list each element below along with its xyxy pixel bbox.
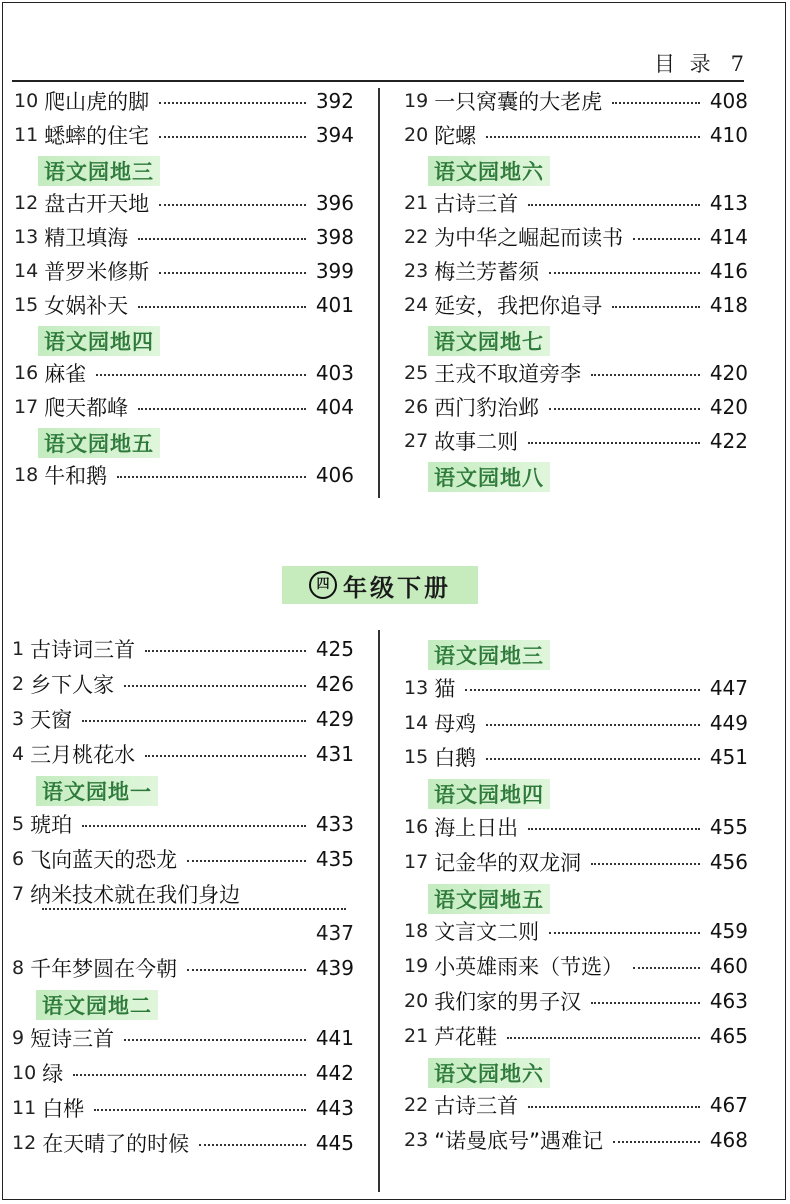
entry-page-number: 451: [709, 745, 748, 770]
toc-entry: [12, 1023, 354, 1053]
entry-number: 15: [404, 746, 429, 769]
toc-entry: [404, 708, 748, 738]
entry-leader-dots: [159, 102, 306, 104]
toc-entry: [14, 222, 354, 252]
grade-banner-text: 年级下册: [343, 573, 451, 602]
toc-entry: [12, 1128, 354, 1158]
entry-number: 16: [404, 816, 429, 838]
entry-number: 20: [404, 990, 429, 1012]
entry-number: 14: [404, 711, 429, 734]
entry-leader-dots: [145, 755, 306, 757]
entry-leader-dots: [96, 374, 306, 376]
toc-entry: [404, 120, 748, 150]
toc-entry: [404, 1021, 748, 1051]
toc-entry: [12, 879, 354, 909]
entry-number: 24: [404, 294, 429, 316]
entry-number: 20: [404, 124, 429, 146]
entry-title: 普罗米修斯: [44, 260, 150, 284]
entry-leader-dots: [486, 724, 700, 726]
header-page-number: 7: [730, 52, 744, 76]
entry-page-number: 465: [709, 1023, 748, 1048]
entry-page-number: 392: [315, 89, 354, 113]
entry-title: 古诗词三首: [30, 638, 136, 662]
entry-page-number: 431: [315, 742, 354, 766]
entry-page-number: 468: [709, 1128, 748, 1153]
entry-number: 2: [12, 673, 25, 695]
section-heading: 语文园地四: [428, 779, 550, 809]
entry-leader-dots: [591, 374, 700, 376]
toc-entry: [14, 358, 354, 388]
toc-entry: [12, 844, 354, 874]
entry-number: 23: [404, 1129, 429, 1152]
entry-title: 三月桃花水: [30, 743, 136, 767]
entry-number: 13: [404, 676, 429, 699]
entry-number: 18: [404, 920, 429, 943]
entry-number: 21: [404, 1024, 429, 1047]
entry-page-number: 455: [709, 815, 748, 839]
entry-title: 牛和鹅: [44, 464, 108, 488]
toc-entry: [14, 256, 354, 286]
toc-entry: [14, 392, 354, 422]
entry-title: 记金华的双龙洞: [434, 850, 582, 875]
entry-leader-dots: [117, 476, 306, 478]
entry-title: 海上日出: [434, 816, 519, 840]
entry-page-number: 394: [315, 123, 354, 147]
section-heading: 语文园地三: [38, 156, 160, 186]
entry-leader-dots: [187, 969, 306, 971]
toc-entry: [404, 812, 748, 842]
entry-page-number: 467: [709, 1093, 748, 1118]
entry-title: 故事二则: [434, 430, 519, 454]
entry-title: 短诗三首: [30, 1027, 115, 1051]
toc-entry: [14, 86, 354, 116]
entry-title: 麻雀: [44, 362, 87, 386]
entry-title: “诺曼底号”遇难记: [434, 1129, 603, 1154]
entry-title: 在天晴了的时候: [42, 1132, 190, 1156]
entry-leader-dots: [138, 238, 306, 240]
entry-number: 3: [12, 708, 25, 730]
entry-number: 15: [14, 294, 39, 316]
entry-page-number: 403: [315, 361, 354, 385]
header-title: 目 录: [653, 52, 715, 76]
entry-title: 王戎不取道旁李: [434, 362, 582, 386]
entry-title: 千年梦圆在今朝: [30, 957, 178, 981]
entry-number: 17: [14, 396, 39, 418]
entry-leader-dots: [528, 828, 700, 830]
entry-page-number: 416: [709, 259, 748, 283]
entry-number: 21: [404, 192, 429, 214]
section-heading: 语文园地五: [38, 428, 160, 458]
toc-entry: [12, 669, 354, 699]
entry-leader-dots: [159, 204, 306, 206]
entry-page-number: 460: [709, 954, 748, 979]
toc-entry: [404, 742, 748, 772]
entry-title: 白鹅: [434, 746, 477, 771]
entry-page-number: 456: [709, 849, 748, 874]
toc-entry: [404, 847, 748, 877]
toc-entry: [12, 704, 354, 734]
entry-title: 白桦: [42, 1097, 85, 1121]
toc-entry: [404, 290, 748, 320]
toc-entry: [404, 222, 748, 252]
entry-leader-dots: [591, 1002, 700, 1004]
section-heading: 语文园地一: [36, 776, 158, 806]
entry-leader-dots: [633, 238, 700, 240]
toc-entry: [404, 916, 748, 946]
entry-page-number: 418: [709, 293, 748, 317]
entry-leader-dots: [124, 685, 306, 687]
section-heading: 语文园地三: [428, 640, 550, 670]
entry-title: 文言文二则: [434, 920, 540, 945]
entry-leader-dots: [549, 272, 700, 274]
entry-title: 天窗: [30, 708, 73, 732]
entry-number: 19: [404, 90, 429, 112]
toc-entry: [14, 290, 354, 320]
entry-title: 盘古开天地: [44, 192, 150, 216]
entry-number: 11: [14, 124, 39, 146]
entry-leader-dots: [199, 1144, 306, 1146]
entry-leader-dots: [613, 1141, 700, 1143]
entry-title: 爬山虎的脚: [44, 90, 150, 114]
toc-entry: [12, 1093, 354, 1123]
toc-entry: [404, 986, 748, 1016]
toc-entry: [404, 1125, 748, 1155]
entry-number: 12: [14, 192, 39, 214]
entry-leader-dots: [549, 408, 700, 410]
entry-leader-dots: [138, 408, 306, 410]
entry-title: 琥珀: [30, 813, 73, 837]
entry-page-number: 441: [315, 1026, 354, 1050]
entry-number: 1: [12, 638, 25, 660]
entry-page-number: 399: [315, 259, 354, 283]
entry-title: 猫: [434, 676, 456, 701]
entry-number: 11: [12, 1097, 37, 1119]
toc-entry: [12, 809, 354, 839]
entry-number: 12: [12, 1132, 37, 1154]
column-divider-upper: [378, 88, 380, 498]
entry-page-number: 420: [709, 361, 748, 385]
entry-leader-dots: [507, 1037, 700, 1039]
entry-page-number: 433: [315, 812, 354, 836]
entry-page-number: 404: [315, 395, 354, 419]
entry-page-number: 396: [315, 191, 354, 215]
toc-entry: [12, 1058, 354, 1088]
entry-number: 22: [404, 226, 429, 248]
page-header: [654, 48, 744, 78]
entry-leader-dots: [486, 758, 700, 760]
toc-entry: [404, 1090, 748, 1120]
section-heading: 语文园地五: [428, 884, 550, 914]
entry-number: 22: [404, 1094, 429, 1117]
toc-entry: [404, 188, 748, 218]
entry-number: 4: [12, 743, 25, 765]
entry-page-number: 410: [709, 123, 748, 147]
entry-number: 7: [12, 883, 25, 905]
entry-page-number: 437: [315, 921, 354, 945]
entry-title: 精卫填海: [44, 226, 129, 250]
entry-title: 古诗三首: [434, 192, 519, 216]
entry-title: 飞向蓝天的恐龙: [30, 848, 178, 872]
toc-entry: [404, 426, 748, 456]
entry-page-number: 442: [315, 1061, 354, 1085]
entry-title: 古诗三首: [434, 1094, 519, 1119]
toc-entry: [12, 634, 354, 664]
toc-entry: [14, 120, 354, 150]
entry-page-number: 414: [709, 225, 748, 249]
section-heading: 语文园地八: [428, 462, 550, 492]
section-heading: 语文园地七: [428, 326, 550, 356]
entry-number: 26: [404, 396, 429, 418]
entry-leader-dots: [528, 442, 700, 444]
entry-title: 一只窝囊的大老虎: [434, 90, 603, 114]
entry-title: 陀螺: [434, 124, 477, 148]
entry-title: 蟋蟀的住宅: [44, 124, 150, 148]
entry-page-number: 408: [709, 89, 748, 113]
toc-entry: [12, 953, 354, 983]
entry-page-number: 443: [315, 1096, 354, 1120]
entry-page-number: 398: [315, 225, 354, 249]
entry-leader-dots: [82, 825, 306, 827]
entry-number: 16: [14, 362, 39, 384]
entry-number: 10: [12, 1062, 37, 1084]
entry-leader-dots: [633, 967, 700, 969]
entry-leader-dots: [591, 863, 700, 865]
entry-title: 为中华之崛起而读书: [434, 226, 624, 250]
grade-banner: [282, 566, 478, 604]
entry-page-number: 401: [315, 293, 354, 317]
entry-title: 我们家的男子汉: [434, 990, 582, 1014]
entry-page-number: 439: [315, 956, 354, 980]
entry-number: 23: [404, 260, 429, 282]
toc-entry: [14, 460, 354, 490]
entry-leader-dots: [73, 1074, 306, 1076]
entry-title: 绿: [42, 1062, 64, 1086]
entry-leader-dots: [138, 306, 306, 308]
entry-title: 西门豹治邺: [434, 396, 540, 420]
entry-title: 小英雄雨来（节选）: [434, 955, 624, 980]
header-rule: [12, 80, 744, 82]
entry-leader-dots: [124, 1039, 306, 1041]
entry-leader-dots: [528, 1106, 700, 1108]
entry-leader-dots: [159, 136, 306, 138]
entry-page-number: 425: [315, 637, 354, 661]
entry-page-number: 463: [709, 989, 748, 1013]
entry-leader-dots: [528, 204, 700, 206]
column-divider-lower: [378, 630, 380, 1192]
entry-page-number: 420: [709, 395, 748, 419]
entry-leader-dots: [159, 272, 306, 274]
entry-page-number: 447: [709, 675, 748, 700]
entry-number: 9: [12, 1027, 25, 1049]
entry-page-number: 422: [709, 429, 748, 453]
entry-title: 女娲补天: [44, 294, 129, 318]
entry-leader-dots: [82, 720, 306, 722]
entry-leader-dots: [94, 1109, 306, 1111]
entry-leader-dots: [549, 932, 700, 934]
toc-entry: [404, 86, 748, 116]
entry-leader-dots: [612, 102, 700, 104]
entry-page-number: 426: [315, 672, 354, 696]
entry-page-number: 459: [709, 919, 748, 944]
entry-number: 6: [12, 848, 25, 870]
entry-title: 乡下人家: [30, 673, 115, 697]
entry-number: 14: [14, 260, 39, 282]
entry-title: 梅兰芳蓄须: [434, 260, 540, 284]
entry-number: 13: [14, 226, 39, 248]
entry-leader-dots: [187, 860, 306, 862]
entry-page-number: 406: [315, 463, 354, 487]
entry-number: 19: [404, 955, 429, 978]
entry-number: 25: [404, 362, 429, 384]
toc-entry: [404, 392, 748, 422]
toc-entry: [404, 358, 748, 388]
toc-entry: [14, 188, 354, 218]
section-heading: 语文园地四: [38, 326, 160, 356]
entry-page-number: 435: [315, 847, 354, 871]
entry-title: 纳米技术就在我们身边: [30, 883, 241, 907]
entry-leader-dots: [612, 306, 700, 308]
toc-entry: [404, 951, 748, 981]
grade-circled-number: 四: [309, 571, 337, 599]
entry-page-number: 445: [315, 1131, 354, 1155]
entry-leader-dots: [465, 689, 700, 691]
entry-number: 10: [14, 90, 39, 112]
entry-leader-dots: [42, 908, 346, 910]
entry-number: 27: [404, 430, 429, 452]
entry-title: 延安，我把你追寻: [434, 294, 603, 318]
entry-page-number: 429: [315, 707, 354, 731]
entry-title: 芦花鞋: [434, 1024, 498, 1049]
toc-entry: [404, 673, 748, 703]
entry-title: 母鸡: [434, 711, 477, 736]
toc-entry: [404, 256, 748, 286]
entry-number: 5: [12, 813, 25, 835]
entry-title: 爬天都峰: [44, 396, 129, 420]
entry-number: 8: [12, 957, 25, 979]
entry-page-number: 449: [709, 710, 748, 735]
section-heading: 语文园地二: [36, 990, 158, 1020]
entry-number: 17: [404, 850, 429, 873]
toc-entry: [12, 739, 354, 769]
section-heading: 语文园地六: [428, 1058, 550, 1088]
entry-page-number: 413: [709, 191, 748, 215]
entry-leader-dots: [145, 650, 306, 652]
section-heading: 语文园地六: [428, 156, 550, 186]
entry-leader-dots: [486, 136, 700, 138]
entry-number: 18: [14, 464, 39, 486]
